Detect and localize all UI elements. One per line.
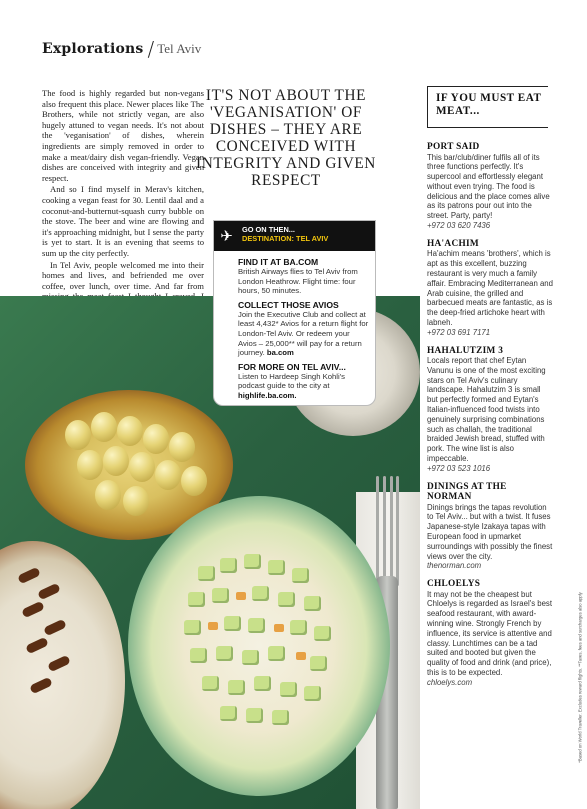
venue-name: HA'ACHIM	[427, 238, 479, 249]
body-paragraph: The food is highly regarded but non-vegans also frequent this place. Newer places like The Brothers, while not strictly vegan, are also hugely attuned to vegan needs. It's not about the 'veganisation' of dishes, wherein ingredients are simply removed in order to make a meat/dairy dish vegan-friendly. Vegan dishes are conceived with integrity and given respect.	[42, 88, 204, 183]
venue-contact: thenorman.com	[427, 561, 482, 571]
info-text: Join the Executive Club and collect at least 4,432* Avios for a return flight for London-Tel Aviv. Or redeem your Avios – 25,000** will pay for a return journey. ba.com	[238, 309, 369, 358]
venue-description: This bar/club/diner fulfils all of its three functions perfectly. It's supercool and effortlessly elegant without even trying. The food is delicious and the place comes alive as its patrons pour out into the street. Party, party! +972 03 620 7436	[427, 152, 550, 231]
page-header	[42, 38, 201, 60]
venue-name: CHLOELYS	[427, 579, 481, 590]
info-text: British Airways flies to Tel Aviv from London Heathrow. Flight time: four hours, 50 minutes.	[238, 267, 358, 296]
info-destination: DESTINATION: TEL AVIV	[242, 234, 329, 243]
venue-contact: +972 03 620 7436	[427, 221, 491, 231]
airplane-icon: ✈	[214, 221, 239, 251]
venue-name: HAHALUTZIM 3	[427, 345, 504, 356]
body-paragraph-text: In Tel Aviv, people welcomed me into their homes and lives, and befriended me over coffee, over lunch, over time. And far from	[42, 259, 204, 291]
pull-quote: IT'S NOT ABOUT THE 'VEGANISATION' OF DISHES – THEY ARE CONCEIVED WITH INTEGRITY AND GIVEN RESPECT	[196, 87, 376, 189]
venue-description: Locals report that chef Eytan Vanunu is one of the most exciting stars on Tel Aviv's culinary landscape. Hahalutzim 3 is small but perfectly formed and Eytan's Italian-influenced food twists into genuinely surprising combinations such as challah, the traditional braided Jewish bread, stuffed with pork. The wine list is also impeccable. +972 03 523 1016	[427, 356, 546, 473]
sidebar-title-box	[427, 86, 548, 128]
venue-description: It may not be the cheapest but Chloelys is regarded as Israel's best seafood restaurant, with award-winning wine. Strongly French by influence, its service is attentive and classy. Lunchtimes can be a tad suited and booted but given the quality of food and drink (and price), this is to be expected. chloelys.com	[427, 589, 552, 687]
footnote: *Based on World Traveller. Excludes reward flights. **Taxes, fees and surcharges also apply	[577, 592, 583, 763]
info-box-header	[214, 221, 375, 251]
info-text: Listen to Hardeep Singh Kohli's podcast guide to the city at highlife.ba.com.	[238, 371, 346, 400]
info-kicker: GO ON THEN...	[242, 225, 295, 234]
venue-contact: +972 03 523 1016	[427, 463, 491, 473]
salad-plate	[128, 496, 390, 796]
venue-name: DININGS AT THE NORMAN	[427, 481, 507, 503]
sidebar-title: IF YOU MUST EAT MEAT...	[436, 92, 542, 117]
body-paragraph: And so I find myself in Merav's kitchen, cooking a vegan feast for 30. Lentil daal and a coconut-and-butternut-squash curry bubble on the stove. The beer and wine are flowing and it's approaching midnight, but I sense the party is yet to start. It is an evening that seems to sum up the city perfectly.	[42, 184, 204, 258]
travel-info-box	[213, 220, 376, 406]
venue-contact: +972 03 691 7171	[427, 327, 491, 337]
ba-link[interactable]: ba.com	[266, 348, 294, 358]
highlife-link[interactable]: highlife.ba.com.	[238, 390, 297, 400]
info-heading: FIND IT AT BA.COM	[238, 257, 319, 267]
header-divider: /	[147, 37, 155, 61]
venue-description: Ha'achim means 'brothers', which is apt as this excellent, buzzing restaurant is very much a family affair. Embracing Mediterranean and Arab cuisine, the grilled and barbecued meats are fantastic, as is the deep-fried artichoke heart with labneh. +972 03 691 7171	[427, 249, 553, 337]
venue-name: PORT SAID	[427, 142, 480, 152]
venue-contact: chloelys.com	[427, 677, 473, 687]
venue-description: Dinings brings the tapas revolution to Tel Aviv... but with a twist. It fuses Japanese-style Izakaya tapas with European food in upmarket surroundings with possibly the finest views over the city. thenorman.com	[427, 502, 553, 571]
info-heading: COLLECT THOSE AVIOS	[238, 299, 339, 310]
info-heading: FOR MORE ON TEL AVIV...	[238, 361, 346, 372]
location-label: Tel Aviv	[157, 41, 202, 56]
section-label: Explorations	[42, 41, 144, 57]
